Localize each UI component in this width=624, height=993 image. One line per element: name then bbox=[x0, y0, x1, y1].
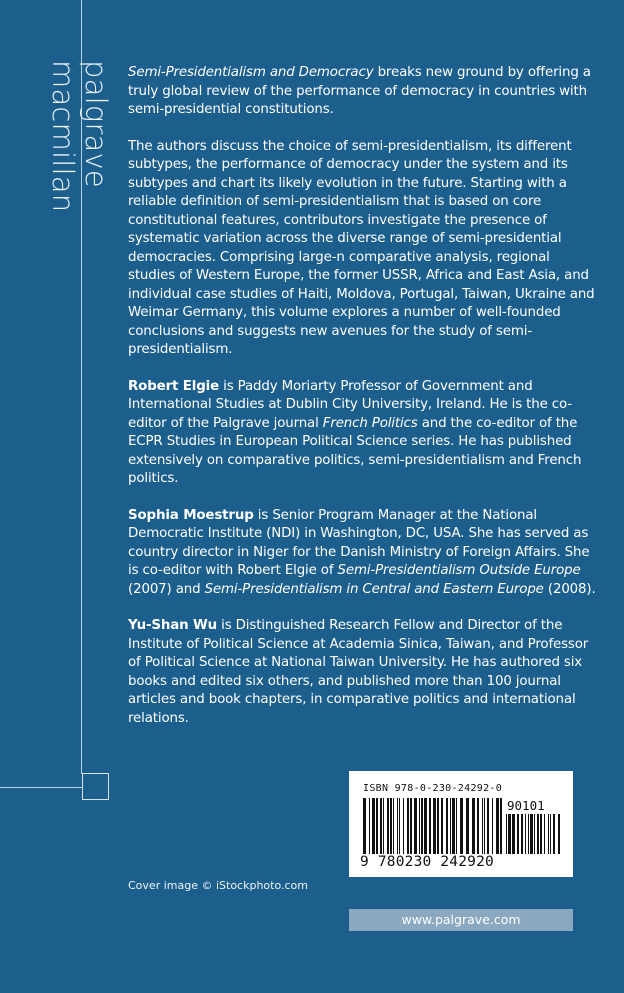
barcode-bar bbox=[380, 798, 382, 854]
barcode-bar bbox=[506, 814, 507, 854]
author-bio-text: is Senior Program Manager at the National Democratic Institute (NDI) in Washington, DC, USA. She has served as country director in Niger for the Danish Ministry of Foreign Affairs. She is co-editor with Robert Elgie of bbox=[128, 507, 590, 578]
barcode-bar bbox=[537, 814, 539, 854]
publisher-logo bbox=[46, 60, 113, 213]
barcode-bars bbox=[363, 798, 503, 856]
barcode-bar bbox=[496, 798, 499, 854]
author-name: Sophia Moestrup bbox=[128, 507, 254, 523]
blurb-intro bbox=[128, 64, 596, 120]
barcode-bar bbox=[403, 798, 404, 854]
publisher-url: www.palgrave.com bbox=[401, 912, 521, 927]
author-name: Robert Elgie bbox=[128, 378, 220, 394]
logo-line-macmillan: macmillan bbox=[46, 60, 80, 213]
barcode-bar bbox=[553, 814, 555, 854]
author-bio-text: and the co-editor of the ECPR Studies in European Political Science series. He has published extensively on comparative politics, semi-presidentialism and French politics. bbox=[128, 415, 582, 486]
barcode-number: 9 780230 242920 bbox=[360, 854, 494, 870]
barcode-bar bbox=[407, 798, 409, 854]
barcode-bar bbox=[414, 798, 417, 854]
author-bio-text: (2008). bbox=[543, 581, 596, 597]
author-bio-text: is Paddy Moriarty Professor of Government and International Studies at Dublin City University, Ireland. He is the co-editor of the Palgrave journal bbox=[128, 378, 572, 431]
barcode-bar bbox=[548, 814, 549, 854]
author-bio-wu bbox=[128, 617, 596, 728]
barcode-bar bbox=[419, 798, 420, 854]
frame-horizontal-line bbox=[0, 787, 82, 788]
blurb-description: The authors discuss the choice of semi-presidentialism, its different subtypes, the performance of democracy under the system and its subtypes and chart its likely evolution in the future. Starting with a reliable definition of semi-presidentialism that is based on core constitutional features, contributors investigate the presence of systematic variation across the diverse range of semi-presidential democracies. Comprising large-n comparative analysis, regional studies of Western Europe, the former USSR, Africa and East Asia, and individual case studies of Haiti, Moldova, Portugal, Taiwan, Ukraine and Weimar Germany, this volume explores a number of well-founded conclusions and suggests new avenues for the study of semi-presidentialism. bbox=[128, 138, 595, 357]
logo-text bbox=[46, 60, 113, 213]
barcode-bar bbox=[376, 798, 378, 854]
barcode-bar bbox=[558, 814, 560, 854]
journal-title: French Politics bbox=[322, 415, 418, 431]
barcode-bar bbox=[508, 814, 511, 854]
barcode-bar bbox=[484, 798, 485, 854]
barcode-bar bbox=[466, 798, 469, 854]
author-name: Yu-Shan Wu bbox=[128, 618, 218, 633]
barcode-bar bbox=[512, 814, 515, 854]
barcode-bar bbox=[446, 798, 448, 854]
blurb-text bbox=[128, 64, 596, 746]
barcode-bar bbox=[477, 798, 479, 854]
barcode-bar bbox=[500, 798, 502, 854]
barcode-bar bbox=[540, 814, 542, 854]
author-bio-text: (2007) and bbox=[128, 581, 205, 597]
book-title: Semi-Presidentialism Outside Europe bbox=[337, 563, 581, 578]
author-bio-text: is Distinguished Research Fellow and Director of the Institute of Political Science at Academia Sinica, Taiwan, and Professor of Political Science at National Taiwan University. He has authored six books and edited six others, and published more than 100 journal articles and book chapters, in comparative politics and international relations. bbox=[128, 618, 589, 726]
barcode-bar bbox=[492, 798, 493, 854]
author-bio-moestrup bbox=[128, 507, 596, 600]
barcode-bar bbox=[429, 798, 431, 854]
cover-image-credit: Cover image © iStockphoto.com bbox=[128, 879, 308, 892]
barcode-bar bbox=[534, 814, 535, 854]
frame-square bbox=[82, 773, 109, 800]
barcode-bar bbox=[472, 798, 475, 854]
barcode-bar bbox=[399, 798, 400, 854]
barcode-bar bbox=[372, 798, 375, 854]
barcode-bar bbox=[390, 798, 392, 854]
barcode-bar bbox=[397, 798, 398, 854]
barcode-bar bbox=[544, 814, 545, 854]
barcode-bar bbox=[521, 814, 523, 854]
barcode-bar bbox=[550, 814, 551, 854]
barcode-bar bbox=[517, 814, 519, 854]
barcode-bar bbox=[441, 798, 443, 854]
barcode-bar bbox=[456, 798, 457, 854]
price-code: 90101 bbox=[507, 798, 545, 813]
barcode-bar bbox=[452, 798, 455, 854]
barcode-bar bbox=[387, 798, 389, 854]
book-title: Semi-Presidentialism and Democracy bbox=[128, 65, 374, 80]
isbn-label: ISBN 978-0-230-24292-0 bbox=[363, 783, 503, 794]
barcode-bar bbox=[482, 798, 483, 854]
barcode-bar bbox=[525, 814, 526, 854]
barcode-bar bbox=[410, 798, 412, 854]
blurb-intro-rest: breaks new ground by offering a truly global review of the performance of democracy in countries with semi-presidential constitutions. bbox=[128, 65, 591, 117]
barcode-bar bbox=[363, 798, 366, 854]
barcode-bar bbox=[421, 798, 423, 854]
barcode-addon-bars bbox=[506, 814, 562, 856]
barcode-bar bbox=[460, 798, 463, 854]
barcode-panel bbox=[349, 771, 573, 877]
barcode-bar bbox=[433, 798, 436, 854]
barcode-bar bbox=[487, 798, 489, 854]
barcode-bar bbox=[383, 798, 384, 854]
author-bio-elgie bbox=[128, 378, 596, 489]
barcode-bar bbox=[393, 798, 394, 854]
barcode-bar bbox=[424, 798, 427, 854]
book-title: Semi-Presidentialism in Central and Eastern Europe bbox=[204, 581, 544, 597]
barcode-bar bbox=[369, 798, 370, 854]
barcode-bar bbox=[450, 798, 451, 854]
publisher-url-bar bbox=[349, 909, 573, 931]
barcode-bar bbox=[437, 798, 439, 854]
logo-line-palgrave: palgrave bbox=[79, 60, 113, 188]
barcode-bar bbox=[530, 814, 533, 854]
barcode-bar bbox=[528, 814, 529, 854]
